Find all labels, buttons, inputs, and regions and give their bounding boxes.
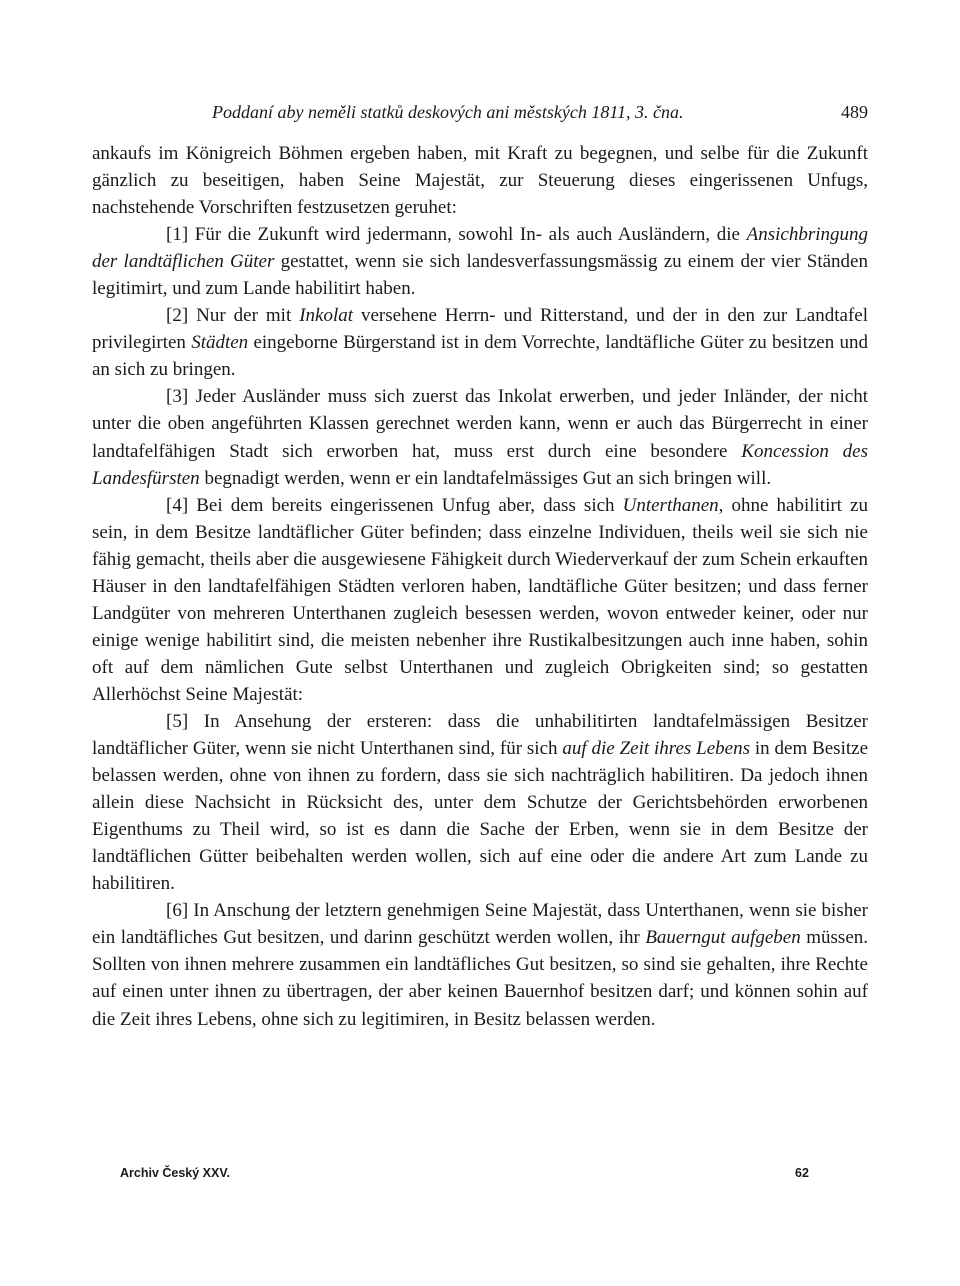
text-run: , ohne habilitirt zu sein, in dem Besitze landtäflicher Güter befinden; dass einzelne Individuen, theils weil sie sich nie fähig gemacht, theils aber die ausgewiesene Fähigkeit durch Wiederverkauf der zum Schein erkauften Häuser in den landtafelfähigen Städten verloren haben, landtäfliche Güter besitzen; und dass ferner Landgüter von mehreren Unterthanen zugleich besessen werden, wovon entweder keiner, oder nur einige wenige habilitirt sind, die meisten nebenher ihre Rustikalbesitzungen auch inne haben, sohin oft auf dem nämlichen Gute selbst Unterthanen und zugleich Obrigkeiten sind; so gestatten Allerhöchst Seine Majestät: [92,494,868,705]
text-run: müssen. Sollten von ihnen mehrere zusammen ein landtäfliches Gut besitzen, so sind sie gehalten, ihre Rechte auf einen unter ihnen zu übertragen, der aber keinen Bauernhof besitzen darf; und können sohin auf die Zeit ihres Lebens, ohne sich zu legitimiren, in Besitz belassen werden. [92,927,868,1030]
article-paragraph [92,897,868,1032]
paragraph-number: [6] [166,900,189,922]
text-run: Jeder Ausländer muss sich zuerst das Inkolat erwerben, und jeder Inländer, der nicht unter die oben angeführten Klassen gerechnet werden kann, wenn er auch das Bürgerrecht in einer landtafelfähigen Stadt sich erworben hat, muss erst durch eine besondere [92,386,868,462]
footer-signature: Archiv Český XXV. [120,1166,231,1180]
emphasized-text: auf die Zeit ihres Lebens [562,738,750,760]
text-run: Nur der mit [188,305,300,327]
text-run: eingeborne Bürgerstand ist in dem Vorrechte, landtäfliche Güter zu besitzen und an sich zu bringen. [92,332,868,381]
emphasized-text: Unterthanen [622,494,719,516]
article-paragraph [92,492,868,708]
text-run: versehene Herrn- und Ritterstand, und der in den zur Landtafel privilegirten [92,305,868,354]
footer-sheet-number: 62 [795,1166,809,1180]
paragraph-number: [3] [166,386,189,408]
article-paragraph [92,383,868,491]
paragraph-number: [1] [166,224,189,246]
text-run: gestattet, wenn sie sich landesverfassungsmässig zu einem der vier Ständen legitimirt, und zum Lande habilitirt haben. [92,251,868,300]
emphasized-text: Koncession des Landesfürsten [92,440,869,489]
paragraph-number: [5] [166,710,189,732]
paragraph-number: [2] [166,305,189,327]
running-title: Poddaní aby neměli statků deskových ani městských 1811, 3. čna. [212,102,684,122]
text-run: begnadigt werden, wenn er ein landtafelmässiges Gut an sich bringen will. [199,467,772,489]
running-head [92,98,868,126]
text-run: Bei dem bereits eingerissenen Unfug aber, dass sich [188,494,623,516]
paragraph-number: [4] [166,494,189,516]
text-run: Für die Zukunft wird jedermann, sowohl In- als auch Ausländern, die [188,224,747,246]
emphasized-text: Inkolat [299,305,354,327]
text-run: in dem Besitze belassen werden, ohne von ihnen zu fordern, dass sie sich nachträglich habilitiren. Da jedoch ihnen allein diese Nachsicht in Rücksicht des, unter dem Schutze der Gerichtsbehörden erworbenen Eigenthums zu Theil wird, so ist es dann die Sache der Erben, wenn sie in dem Besitze der landtäflichen Gütter beibehalten werden wollen, sich auf eine oder die andere Art zum Lande zu habilitiren. [92,738,869,895]
body-text [92,140,868,1033]
text-run: In Anschung der letztern genehmigen Seine Majestät, dass Unterthanen, wenn sie bisher ein landtäfliches Gut besitzen, und darinn geschützt werden wollen, ihr [92,900,868,949]
text-run: In Ansehung der ersteren: dass die unhabilitirten landtafelmässigen Besitzer landtäflicher Güter, wenn sie nicht Unterthanen sind, für sich [92,710,868,760]
emphasized-text: Bauerngut aufgeben [645,927,801,949]
emphasized-text: Städten [191,332,249,354]
article-paragraph [92,708,868,897]
page-footer [120,1166,868,1186]
emphasized-text: Ansichbringung der landtäflichen Güter [92,224,868,273]
intro-paragraph [92,140,868,221]
article-paragraph [92,302,868,383]
document-page [92,98,868,1033]
article-paragraph [92,221,868,302]
page-number: 489 [841,102,868,122]
text-run: ankaufs im Königreich Böhmen ergeben haben, mit Kraft zu begegnen, und selbe für die Zukunft gänzlich zu beseitigen, haben Seine Majestät, zur Steuerung dieses eingerissenen Unfugs, nachstehende Vorschriften festzusetzen geruhet: [92,143,868,219]
